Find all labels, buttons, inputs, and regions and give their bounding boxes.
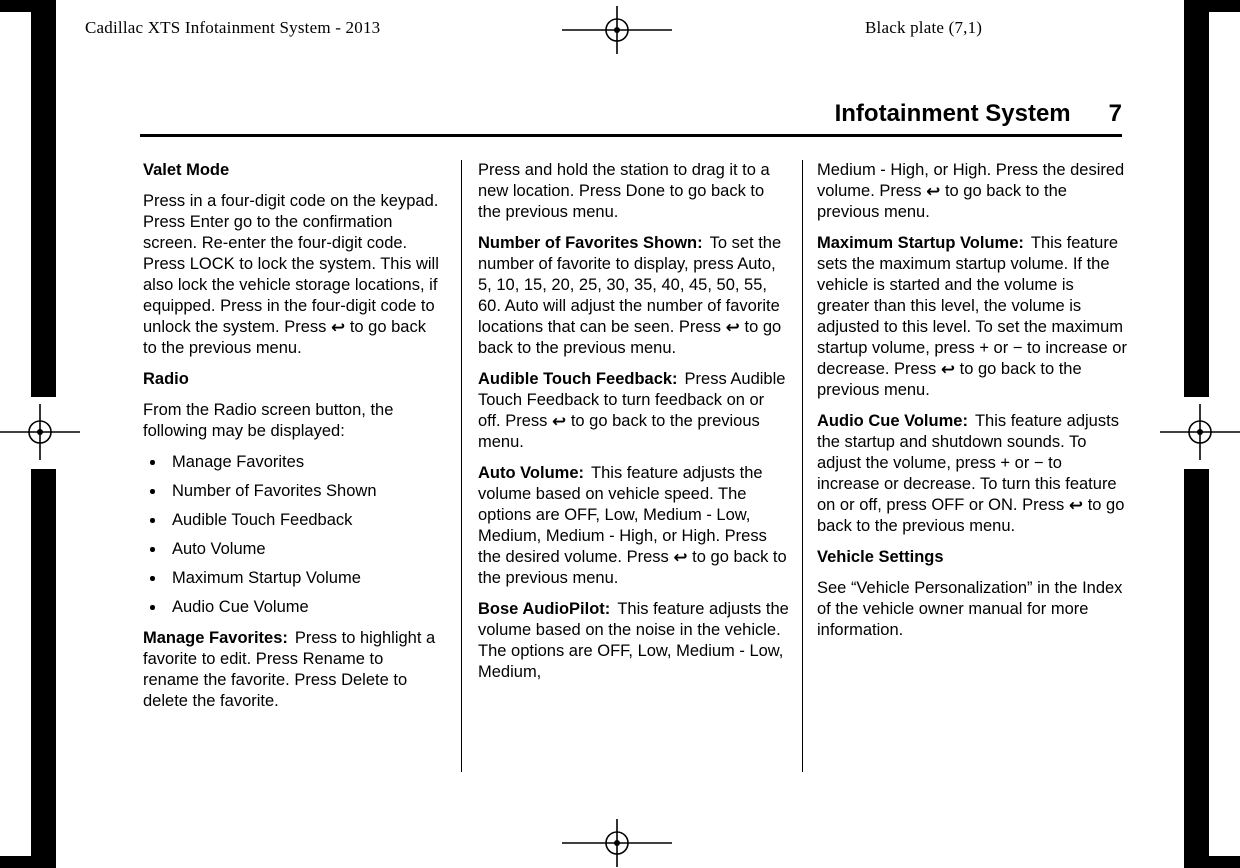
bold-lead-text: Audio Cue Volume: xyxy=(817,412,968,430)
plate-label-left: Cadillac XTS Infotainment System - 2013 xyxy=(85,18,381,37)
bold-lead-text: Manage Favorites: xyxy=(143,629,288,647)
text-column-1 xyxy=(143,160,443,772)
body-text: Press in a four-digit code on the keypad. Press Enter go to the confirmation screen. Re-enter the four-digit code. Press LOCK to lock the system. This will also lock the vehicle storage locations, if equipped. Press in the four-digit code to unlock the system. Press xyxy=(143,192,439,336)
paragraph xyxy=(817,411,1127,537)
text-column-2 xyxy=(461,160,790,772)
back-arrow-icon: ↩ xyxy=(725,318,740,338)
section-header xyxy=(140,100,1122,128)
columns xyxy=(143,160,1127,772)
bold-lead-text: Number of Favorites Shown: xyxy=(478,234,703,252)
paragraph xyxy=(478,160,790,223)
body-text: This feature adjusts the startup and shutdown sounds. To adjust the volume, press + or − to increase or decrease. To turn this feature on or off, press OFF or ON. Press xyxy=(817,412,1119,514)
body-text: Medium - High, or High. Press the desired volume. Press xyxy=(817,161,1125,200)
body-text: to go back to the previous menu. xyxy=(478,412,760,451)
page-number: 7 xyxy=(1108,100,1122,127)
section-heading: Valet Mode xyxy=(143,161,230,179)
body-text: to go back to the previous menu. xyxy=(478,548,787,587)
bullet-item: Manage Favorites xyxy=(143,452,443,473)
back-arrow-icon: ↩ xyxy=(940,360,956,380)
back-arrow-icon: ↩ xyxy=(331,318,346,338)
section-heading: Vehicle Settings xyxy=(817,548,944,566)
paragraph xyxy=(143,400,443,442)
paragraph xyxy=(817,233,1127,401)
paragraph xyxy=(817,578,1127,641)
body-text: See “Vehicle Personalization” in the Index of the vehicle owner manual for more information. xyxy=(817,579,1123,639)
body-text: From the Radio screen button, the following may be displayed: xyxy=(143,401,394,440)
bullet-item: Auto Volume xyxy=(143,539,443,560)
text-column-3 xyxy=(802,160,1127,772)
bold-lead-text: Audible Touch Feedback: xyxy=(478,370,678,388)
bullet-item: Number of Favorites Shown xyxy=(143,481,443,502)
body-text: Press Audible Touch Feedback to turn feedback on or off. Press xyxy=(478,370,786,430)
registration-mark-icon xyxy=(562,815,672,868)
paragraph xyxy=(478,369,790,453)
paragraph xyxy=(817,160,1127,223)
plate-label-right: Black plate (7,1) xyxy=(865,18,983,37)
title-rule xyxy=(140,134,1122,137)
body-text: This feature adjusts the volume based on vehicle speed. The options are OFF, Low, Medium - Low, Medium, Medium - High, or High. Press the desired volume. Press xyxy=(478,464,767,566)
section-heading: Radio xyxy=(143,370,189,388)
body-text: Press to highlight a favorite to edit. Press Rename to rename the favorite. Press Delete to delete the favorite. xyxy=(143,629,436,710)
body-text: to go back to the previous menu. xyxy=(817,182,1067,221)
body-text: to go back to the previous menu. xyxy=(478,318,782,357)
bullet-list xyxy=(143,452,443,618)
body-text: Press and hold the station to drag it to a new location. Press Done to go back to the previous menu. xyxy=(478,161,770,221)
registration-mark-icon xyxy=(1160,400,1240,464)
corner-trim-mark xyxy=(0,0,56,12)
registration-mark-icon xyxy=(562,2,672,58)
bullet-item: Audio Cue Volume xyxy=(143,597,443,618)
bullet-item: Maximum Startup Volume xyxy=(143,568,443,589)
body-text: To set the number of favorite to display, press Auto, 5, 10, 15, 20, 25, 30, 35, 40, 45, 50, 55, 60. Auto will adjust the number of favorite locations that can be seen. Press xyxy=(478,234,782,336)
corner-trim-mark xyxy=(1184,856,1240,868)
back-arrow-icon: ↩ xyxy=(551,412,567,432)
paragraph xyxy=(143,628,443,712)
paragraph xyxy=(478,233,790,359)
back-arrow-icon: ↩ xyxy=(926,182,941,202)
bold-lead-text: Maximum Startup Volume: xyxy=(817,234,1024,252)
paragraph xyxy=(478,463,790,589)
paragraph xyxy=(478,599,790,683)
corner-trim-mark xyxy=(1184,0,1240,12)
registration-mark-icon xyxy=(0,400,80,464)
body-text: This feature adjusts the volume based on the noise in the vehicle. The options are OFF, Low, Medium - Low, Medium, xyxy=(478,600,789,681)
bold-lead-text: Bose AudioPilot: xyxy=(478,600,611,618)
body-text: This feature sets the maximum startup volume. If the vehicle is started and the volume is greater than this level, the volume is adjusted to this level. To set the maximum startup volume, press + or − to increase or decrease. Press xyxy=(817,234,1127,378)
bullet-item: Audible Touch Feedback xyxy=(143,510,443,531)
body-text: to go back to the previous menu. xyxy=(817,360,1082,399)
back-arrow-icon: ↩ xyxy=(1068,496,1084,516)
bold-lead-text: Auto Volume: xyxy=(478,464,585,482)
back-arrow-icon: ↩ xyxy=(673,548,688,568)
body-text: to go back to the previous menu. xyxy=(817,496,1125,535)
corner-trim-mark xyxy=(0,856,56,868)
paragraph xyxy=(143,191,443,359)
body-text: to go back to the previous menu. xyxy=(143,318,426,357)
page-title: Infotainment System xyxy=(834,100,1071,127)
